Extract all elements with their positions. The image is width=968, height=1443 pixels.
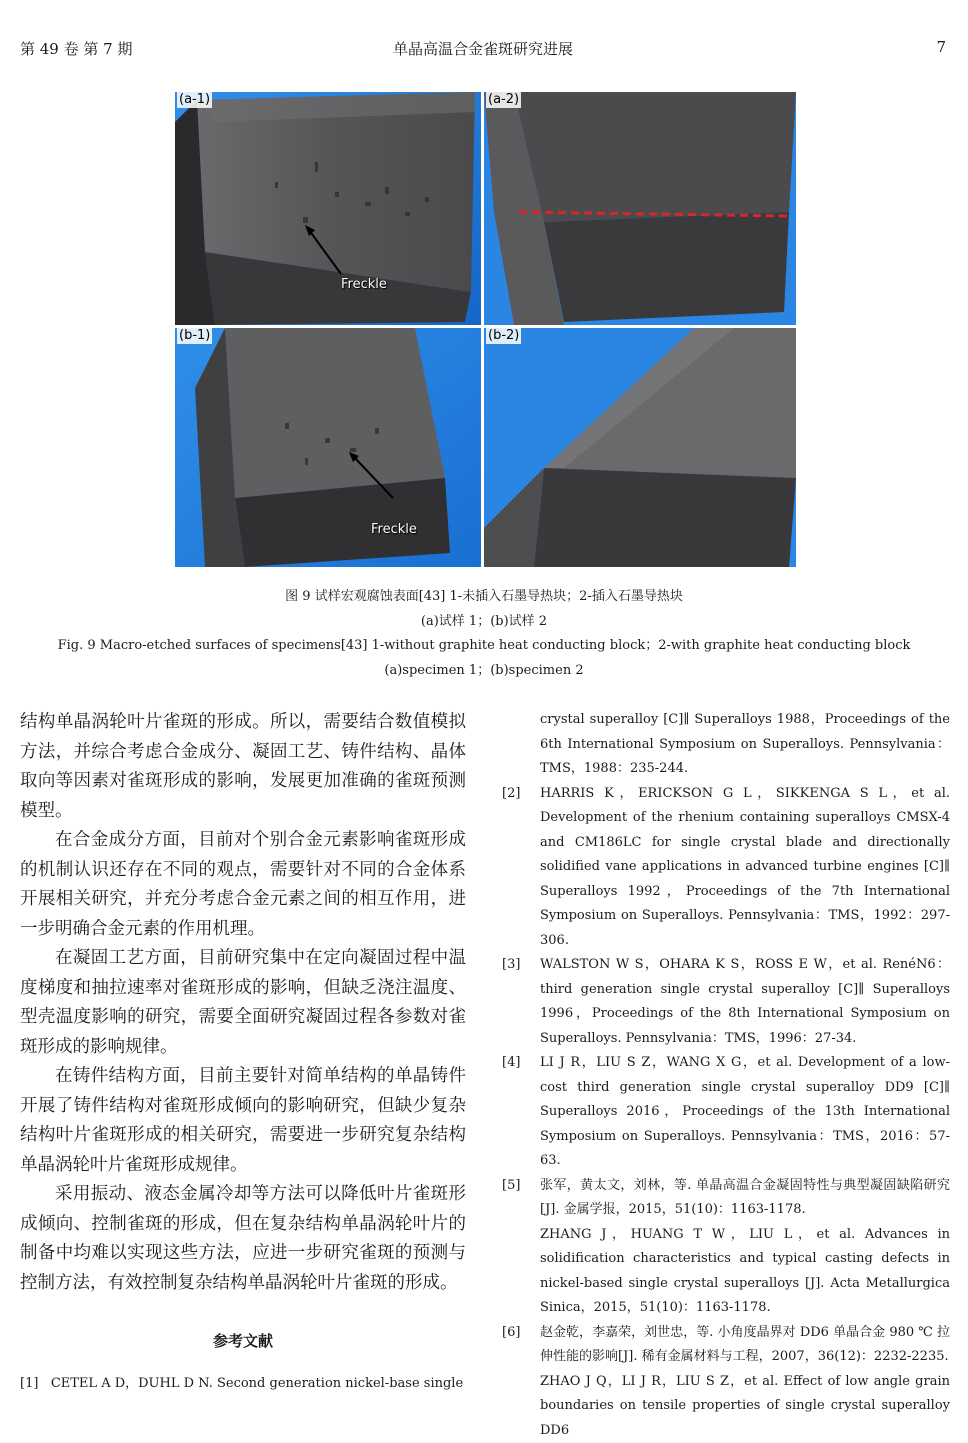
reference-number: [5]: [502, 1174, 520, 1199]
panel-label-b2: (b-2): [486, 328, 521, 344]
reference-item-1: [20, 1374, 466, 1394]
volume-issue: 第 49 卷 第 7 期: [20, 38, 132, 59]
caption-cn: 图 9 试样宏观腐蚀表面[43] 1-未插入石墨导热块；2-插入石墨导热块: [0, 585, 968, 604]
panel-b1-photo: [175, 328, 481, 567]
reference-text: LI J R，LIU S Z，WANG X G，et al. Development of a low-cost third generation single crystal superalloy DD9 [C]∥ Superalloys 2016，Proceedings of the 13th International Symposium on Superalloys. Pennsylvania：TMS，2016：57-63.: [540, 1055, 950, 1168]
figure-9: [175, 92, 796, 567]
reference-number: [6]: [502, 1321, 520, 1346]
freckle-annotation-b1: Freckle: [371, 522, 417, 537]
reference-text: WALSTON W S，OHARA K S，ROSS E W，et al. RenéN6：third generation single crystal superalloy [C]∥ Superalloys 1996，Proceedings of the 8th International Symposium on Superalloys. Pennsylvania：TMS，1996：27-34.: [540, 957, 950, 1046]
running-title: 单晶高温合金雀斑研究进展: [20, 38, 946, 59]
reference-text: HARRIS K，ERICKSON G L，SIKKENGA S L，et al. Development of the rhenium containing superalloys CMSX-4 and CM186LC for single crystal blade and directionally solidified vane applications in advanced turbine engines [C]∥ Superalloys 1992，Proceedings of the 7th International Symposium on Superalloys. Pennsylvania：TMS，1992：297-306.: [540, 786, 950, 948]
freckle-annotation-a1: Freckle: [341, 277, 387, 292]
reference-item-5: [502, 1174, 950, 1223]
reference-5-english: ZHANG J，HUANG T W，LIU L，et al. Advances in solidification characteristics and typical casting defects in nickel-based single crystal superalloys [J]. Acta Metallurgica Sinica，2015，51(10)：1163-1178.: [502, 1223, 950, 1321]
body-paragraph: 在合金成分方面，目前对个别合金元素影响雀斑形成的机制认识还存在不同的观点，需要针对不同的合金体系开展相关研究，并充分考虑合金元素之间的相互作用，进一步明确合金元素的作用机理。: [20, 826, 466, 944]
panel-label-a1: (a-1): [177, 92, 212, 108]
reference-1-continued: crystal superalloy [C]∥ Superalloys 1988，Proceedings of the 6th International Symposium on Superalloys. Pennsylvania：TMS，1988：235-244.: [502, 708, 950, 782]
reference-item-3: [502, 953, 950, 1051]
references-heading: 参考文献: [20, 1330, 466, 1351]
reference-number: [4]: [502, 1051, 520, 1076]
panel-b2-photo: [484, 328, 796, 567]
reference-text: 赵金乾，李嘉荣，刘世忠，等. 小角度晶界对 DD6 单晶合金 980 ℃ 拉伸性能的影响[J]. 稀有金属材料与工程，2007，36(12)：2232-2235.: [540, 1325, 950, 1365]
reference-text: CETEL A D，DUHL D N. Second generation nickel-base single: [51, 1376, 463, 1391]
body-text-left: [20, 708, 466, 1298]
body-paragraph: 结构单晶涡轮叶片雀斑的形成。所以，需要结合数值模拟方法，并综合考虑合金成分、凝固工艺、铸件结构、晶体取向等因素对雀斑形成的影响，发展更加准确的雀斑预测模型。: [20, 708, 466, 826]
reference-item-2: [502, 782, 950, 954]
reference-6-english: ZHAO J Q，LI J R，LIU S Z，et al. Effect of low angle grain boundaries on tensile properties of single crystal superalloy DD6: [502, 1370, 950, 1443]
panel-label-b1: (b-1): [177, 328, 212, 344]
page-number: 7: [936, 38, 946, 56]
caption-en-sub: (a)specimen 1；(b)specimen 2: [0, 659, 968, 678]
reference-item-4: [502, 1051, 950, 1174]
running-header: [20, 38, 946, 62]
caption-cn-sub: (a)试样 1；(b)试样 2: [0, 610, 968, 629]
reference-item-6: [502, 1321, 950, 1370]
references-right-column: [502, 708, 950, 1443]
reference-text: 张军，黄太文，刘林，等. 单晶高温合金凝固特性与典型凝固缺陷研究[J]. 金属学报，2015，51(10)：1163-1178.: [540, 1178, 950, 1218]
panel-label-a2: (a-2): [486, 92, 521, 108]
panel-a1-photo: [175, 92, 481, 325]
reference-number: [3]: [502, 953, 520, 978]
body-paragraph: 在凝固工艺方面，目前研究集中在定向凝固过程中温度梯度和抽拉速率对雀斑形成的影响，但缺乏浇注温度、型壳温度影响的研究，需要全面研究凝固过程各参数对雀斑形成的影响规律。: [20, 944, 466, 1062]
panel-a2-photo: [484, 92, 796, 325]
body-paragraph: 采用振动、液态金属冷却等方法可以降低叶片雀斑形成倾向、控制雀斑的形成，但在复杂结构单晶涡轮叶片的制备中均难以实现这些方法，应进一步研究雀斑的预测与控制方法，有效控制复杂结构单晶涡轮叶片雀斑的形成。: [20, 1180, 466, 1298]
body-paragraph: 在铸件结构方面，目前主要针对简单结构的单晶铸件开展了铸件结构对雀斑形成倾向的影响研究，但缺少复杂结构叶片雀斑形成的相关研究，需要进一步研究复杂结构单晶涡轮叶片雀斑形成规律。: [20, 1062, 466, 1180]
caption-en: Fig. 9 Macro-etched surfaces of specimens[43] 1-without graphite heat conducting block；2-with graphite heat conducting block: [0, 634, 968, 653]
reference-number: [2]: [502, 782, 520, 807]
reference-number: [1]: [20, 1376, 38, 1391]
